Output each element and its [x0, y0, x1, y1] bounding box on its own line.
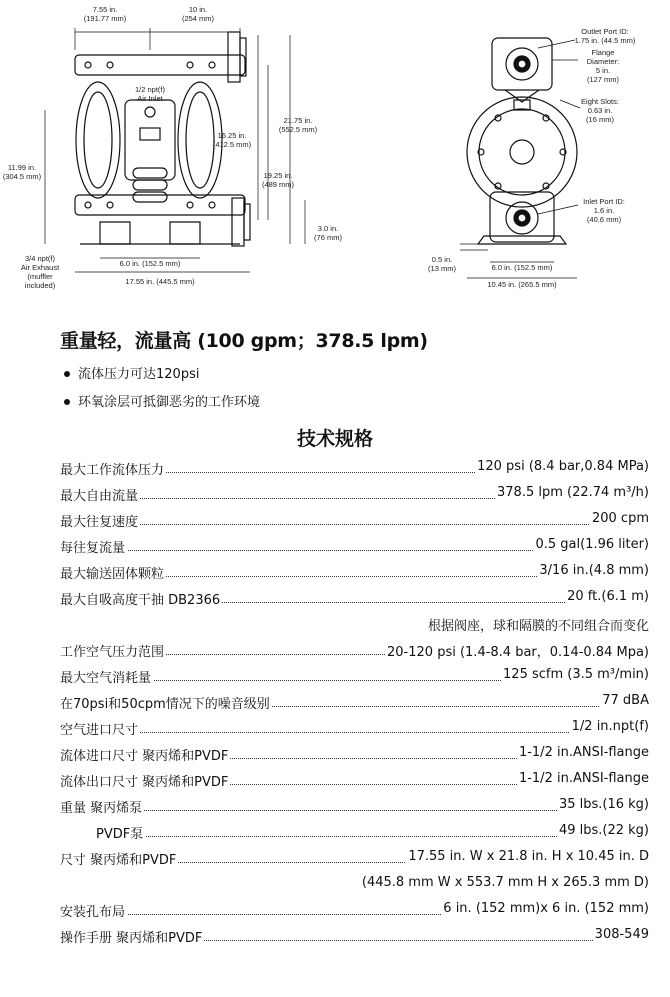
- spec-value: 200 cpm: [591, 511, 649, 526]
- exhaust-size: 3/4 npt(f): [24, 254, 56, 263]
- bullet-text: 流体压力可达120psi: [78, 367, 200, 382]
- spec-label: 操作手册 聚丙烯和PVDF: [60, 927, 204, 946]
- pump-front-view: [467, 38, 577, 244]
- spec-label: PVDF泵: [96, 823, 145, 842]
- bullet-item: [60, 366, 260, 394]
- spec-value: 3/16 in.(4.8 mm): [539, 563, 649, 578]
- bullet-item: [60, 394, 260, 422]
- bullet-dot-icon: [64, 399, 70, 405]
- headline: 重量轻，流量高 (100 gpm；378.5 lpm): [60, 330, 428, 352]
- inlet-port-in: 1.6 in.: [593, 206, 615, 215]
- slots-label: Eight Slots:: [581, 97, 619, 106]
- spec-row: [60, 793, 649, 819]
- spec-value: 0.5 gal(1.96 liter): [535, 537, 649, 552]
- dim-w2-mm: (254 mm): [181, 14, 215, 23]
- dim-h2-mm: (412.5 mm): [212, 140, 252, 149]
- outlet-port-size: 1.75 in. (44.5 mm): [574, 36, 636, 45]
- spec-row: [60, 481, 649, 507]
- spec-label: 在70psi和50cpm情况下的噪音级别: [60, 693, 272, 712]
- dim-rb1: 6.0 in. (152.5 mm): [491, 263, 553, 272]
- spec-label: 最大输送固体颗粒: [60, 563, 166, 582]
- spec-value-continued: (445.8 mm W x 553.7 mm H x 265.3 mm D): [361, 875, 649, 890]
- spec-note: 根据阀座，球和隔膜的不同组合而变化: [426, 615, 649, 634]
- spec-value: 35 lbs.(16 kg): [558, 797, 649, 812]
- spec-row: [60, 741, 649, 767]
- spec-value: 77 dBA: [602, 693, 649, 708]
- spec-value: 1-1/2 in.ANSI-flange: [518, 745, 649, 760]
- dim-w1-mm: (191.77 mm): [83, 14, 127, 23]
- spec-label: 流体出口尺寸 聚丙烯和PVDF: [60, 771, 230, 790]
- spec-continuation-row: [60, 871, 649, 897]
- spec-row: [60, 689, 649, 715]
- feature-bullets: [60, 366, 260, 422]
- dim-h3: 21.75 in.: [283, 116, 313, 125]
- spec-value: 49 lbs.(22 kg): [558, 823, 649, 838]
- spec-row: [60, 533, 649, 559]
- spec-row: [60, 845, 649, 871]
- spec-label: 重量 聚丙烯泵: [60, 797, 144, 816]
- dim-h5-mm: (76 mm): [314, 233, 342, 242]
- spec-row: [60, 715, 649, 741]
- spec-label: 最大往复速度: [60, 511, 140, 530]
- spec-row: [60, 585, 649, 611]
- spec-row: [60, 897, 649, 923]
- spec-value: 20-120 psi (1.4-8.4 bar，0.14-0.84 Mpa): [385, 641, 649, 660]
- dim-s1: 0.5 in.: [431, 255, 453, 264]
- dim-h3-mm: (552.5 mm): [278, 125, 318, 134]
- spec-value: 125 scfm (3.5 m³/min): [503, 667, 649, 682]
- dim-h5: 3.0 in.: [317, 224, 339, 233]
- spec-value: 6 in. (152 mm)x 6 in. (152 mm): [443, 901, 649, 916]
- outlet-port-label: Outlet Port ID:: [581, 27, 629, 36]
- dim-h1: 11.99 in.: [7, 163, 37, 172]
- spec-value: 1-1/2 in.ANSI-flange: [518, 771, 649, 786]
- spec-label: 最大工作流体压力: [60, 459, 166, 478]
- spec-value: 17.55 in. W x 21.8 in. H x 10.45 in. D: [408, 849, 649, 864]
- spec-label: 流体进口尺寸 聚丙烯和PVDF: [60, 745, 230, 764]
- spec-row: [60, 559, 649, 585]
- spec-row: [60, 819, 649, 845]
- exhaust-label: Air Exhaust: [20, 263, 60, 272]
- spec-row: [60, 455, 649, 481]
- slots-in: 0.63 in.: [587, 106, 613, 115]
- flange-label: Flange: [591, 48, 615, 57]
- spec-label: 尺寸 聚丙烯和PVDF: [60, 849, 178, 868]
- exhaust-included: included): [24, 281, 56, 290]
- spec-note-row: [60, 611, 649, 637]
- bullet-text: 环氧涂层可抵御恶劣的工作环境: [78, 395, 261, 410]
- spec-row: [60, 923, 649, 949]
- spec-title: 技术规格: [296, 428, 373, 450]
- exhaust-muffler: (muffler: [27, 272, 53, 281]
- spec-value: 378.5 lpm (22.74 m³/h): [497, 485, 649, 500]
- spec-value: 308-549: [594, 927, 649, 942]
- dim-h4-mm: (489 mm): [261, 180, 295, 189]
- inlet-port-label: Inlet Port ID:: [583, 197, 625, 206]
- technical-drawings: [0, 0, 670, 300]
- air-inlet-label: Air Inlet: [137, 94, 163, 103]
- dim-b2: 17.55 in. (445.5 mm): [125, 277, 195, 286]
- dim-h1-mm: (304.5 mm): [2, 172, 42, 181]
- spec-value: 120 psi (8.4 bar,0.84 MPa): [477, 459, 649, 474]
- spec-label: 最大自由流量: [60, 485, 140, 504]
- dim-rb2: 10.45 in. (265.5 mm): [487, 280, 557, 289]
- dim-s1-mm: (13 mm): [428, 264, 456, 273]
- spec-row: [60, 637, 649, 663]
- bullet-dot-icon: [64, 371, 70, 377]
- spec-row: [60, 507, 649, 533]
- inlet-port-mm: (40.6 mm): [586, 215, 622, 224]
- dim-w1: 7.55 in.: [92, 5, 118, 14]
- flange-diameter-label: Diameter:: [586, 57, 620, 66]
- spec-list: [60, 455, 649, 949]
- spec-label: 安装孔布局: [60, 901, 127, 920]
- dim-h2: 16.25 in.: [217, 131, 247, 140]
- spec-row: [60, 767, 649, 793]
- dim-h4: 19.25 in.: [263, 171, 293, 180]
- spec-value: 20 ft.(6.1 m): [567, 589, 649, 604]
- spec-label: 每往复流量: [60, 537, 127, 556]
- flange-diameter-mm: (127 mm): [586, 75, 620, 84]
- dim-b1: 6.0 in. (152.5 mm): [119, 259, 181, 268]
- slots-mm: (16 mm): [586, 115, 614, 124]
- dim-w2: 10 in.: [188, 5, 208, 14]
- spec-row: [60, 663, 649, 689]
- flange-diameter-in: 5 in.: [595, 66, 611, 75]
- air-inlet-size: 1/2 npt(f): [134, 85, 166, 94]
- spec-label: 最大空气消耗量: [60, 667, 153, 686]
- spec-label: 最大自吸高度干抽 DB2366: [60, 589, 222, 608]
- spec-label: 空气进口尺寸: [60, 719, 140, 738]
- spec-label: 工作空气压力范围: [60, 641, 166, 660]
- spec-value: 1/2 in.npt(f): [571, 719, 649, 734]
